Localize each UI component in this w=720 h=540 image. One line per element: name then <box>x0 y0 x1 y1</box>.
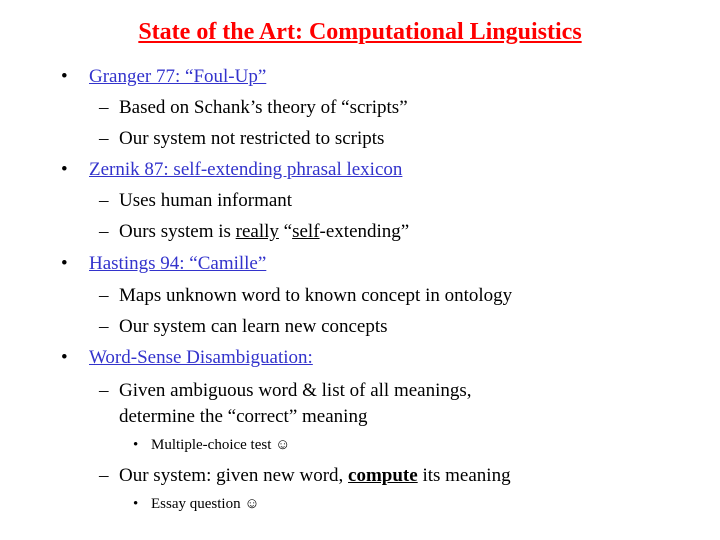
bullet-granger-link[interactable]: Granger 77: “Foul-Up” <box>89 66 267 87</box>
dash-mark: – <box>99 316 109 337</box>
sub-zernik-2 <box>119 220 409 244</box>
dash-mark: – <box>99 128 109 149</box>
dash-mark: – <box>99 380 109 401</box>
sub-wsd-2 <box>119 464 511 488</box>
text-segment: Ours system is <box>119 221 236 242</box>
sub-zernik-1: Uses human informant <box>119 190 293 211</box>
bullet-mark: • <box>133 496 139 512</box>
bullet-mark: • <box>61 159 68 180</box>
bullet-mark: • <box>61 66 68 87</box>
emphasis-self: self <box>292 221 320 242</box>
emphasis-compute: compute <box>348 465 418 486</box>
bullet-hastings-link[interactable]: Hastings 94: “Camille” <box>89 253 267 274</box>
text-segment: its meaning <box>417 465 511 486</box>
bullet-mark: • <box>133 437 139 453</box>
bullet-zernik-link[interactable]: Zernik 87: self-extending phrasal lexicon <box>89 159 403 180</box>
bullet-mark: • <box>61 347 68 368</box>
slide-title: State of the Art: Computational Linguistics <box>138 19 582 45</box>
dash-mark: – <box>99 465 109 486</box>
point-multiple-choice: Multiple-choice test ☺ <box>151 437 291 453</box>
dash-mark: – <box>99 285 109 306</box>
sub-granger-2: Our system not restricted to scripts <box>119 128 385 149</box>
sub-wsd-1-line2: determine the “correct” meaning <box>119 406 368 427</box>
emphasis-really: really <box>235 221 279 242</box>
bullet-mark: • <box>61 253 68 274</box>
bullet-wsd-link[interactable]: Word-Sense Disambiguation: <box>89 347 313 368</box>
sub-hastings-1: Maps unknown word to known concept in ontology <box>119 285 513 306</box>
dash-mark: – <box>99 221 109 242</box>
point-essay-question: Essay question ☺ <box>151 496 260 512</box>
text-segment: -extending” <box>319 221 410 242</box>
dash-mark: – <box>99 190 109 211</box>
text-segment: Our system: given new word, <box>119 465 349 486</box>
sub-wsd-1-line1: Given ambiguous word & list of all meanings, <box>119 380 472 401</box>
dash-mark: – <box>99 97 109 118</box>
sub-hastings-2: Our system can learn new concepts <box>119 316 388 337</box>
text-segment: “ <box>278 221 293 242</box>
sub-granger-1: Based on Schank’s theory of “scripts” <box>119 97 408 118</box>
